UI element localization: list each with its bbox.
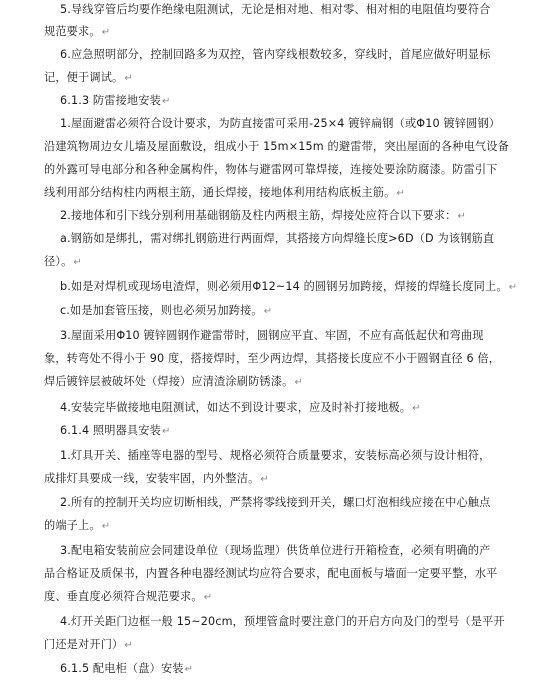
text-line: b.如是对焊机或现场电渣焊，则必须用Φ12~14 的圆钢另加跨接，焊接的焊缝长度同上。↵: [60, 280, 518, 293]
text-line: 焊后镀锌层被破坏处（焊接）应清渣涂刷防锈漆。↵: [44, 375, 303, 388]
text-line: 品合格证及质保书，内置各种电器经测试均应符合要求，配电面板与墙面一定要平整，水平: [44, 567, 498, 580]
section-heading: 6.1.4 照明器具安装↵: [60, 424, 171, 437]
text-line: 门还是对开门）↵: [44, 638, 133, 651]
text-line: 1.屋面避雷必须符合设计要求，为防直接雷可采用-25×4 镀锌扁钢（或Φ10 镀锌圆钢）: [60, 117, 501, 130]
text-line: 3.屋面采用Φ10 镀锌圆钢作避雷带时，圆钢应平直、牢固，不应有高低起伏和弯曲现: [60, 329, 484, 342]
section-heading: 6.1.5 配电柜（盘）安装↵: [60, 662, 194, 675]
text-line: 线利用部分结构柱内两根主筋，通长焊接，接地体利用结构底板主筋。↵: [44, 186, 405, 199]
text-line: a.钢筋如是绑扎，需对绑扎钢筋进行两面焊，其搭接方向焊缝长度>6D（D 为该钢筋直: [60, 232, 495, 245]
text-line: 1.灯具开关、插座等电器的型号、规格必须符合质量要求，安装标高必须与设计相符，: [60, 449, 491, 462]
text-line: 4.安装完毕做接地电阻测试，如达不到设计要求，应及时补打接地极。↵: [60, 401, 421, 414]
text-line: 的端子上。↵: [44, 519, 111, 532]
text-line: c.如是加套管压接，则也必须另加跨接。↵: [60, 304, 273, 317]
text-line: 记，便于调试。↵: [44, 71, 133, 84]
text-line: 2.接地体和引下线分别利用基础钢筋及柱内两根主筋，焊接处应符合以下要求：↵: [60, 209, 466, 222]
text-line: 径）。↵: [44, 255, 82, 268]
text-line: 象，转弯处不得小于 90 度，搭接焊时，至少两边焊，其搭接长度应不小于圆钢直径 6 倍，: [44, 352, 501, 365]
text-line: 2.所有的控制开关均应切断相线，严禁将零线接到开关，螺口灯泡相线应接在中心触点: [60, 496, 491, 509]
text-line: 的外露可导电部分和各种金属构件，物体与避雷网可靠焊接，连接处要涂防腐漆。防雷引下: [44, 163, 498, 176]
text-line: 成排灯具要成一线，安装牢固，内外整洁。↵: [44, 472, 269, 485]
text-line: 3.配电箱安装前应会同建设单位（现场监理）供货单位进行开箱检查，必须有明确的产: [60, 544, 491, 557]
text-line: 4.灯开关距门边框一般 15~20cm，预埋管盒时要注意门的开启方向及门的型号（是平开: [60, 615, 505, 628]
section-heading: 6.1.3 防雷接地安装↵: [60, 94, 171, 107]
text-line: 度、垂直度必须符合规范要求。↵: [44, 590, 213, 603]
text-line: 规范要求。↵: [44, 25, 111, 38]
text-line: 沿建筑物周边女儿墙及屋面敷设，组成小于 15m×15m 的避雷带，突出屋面的各种电气设备: [44, 140, 509, 153]
text-line: 6.应急照明部分，控制回路多为双控，管内穿线根数较多，穿线时，首尾应做好明显标: [60, 48, 491, 61]
text-line: 5.导线穿管后均要作绝缘电阻测试，无论是相对地、相对零、相对相的电阻值均要符合: [60, 3, 491, 16]
